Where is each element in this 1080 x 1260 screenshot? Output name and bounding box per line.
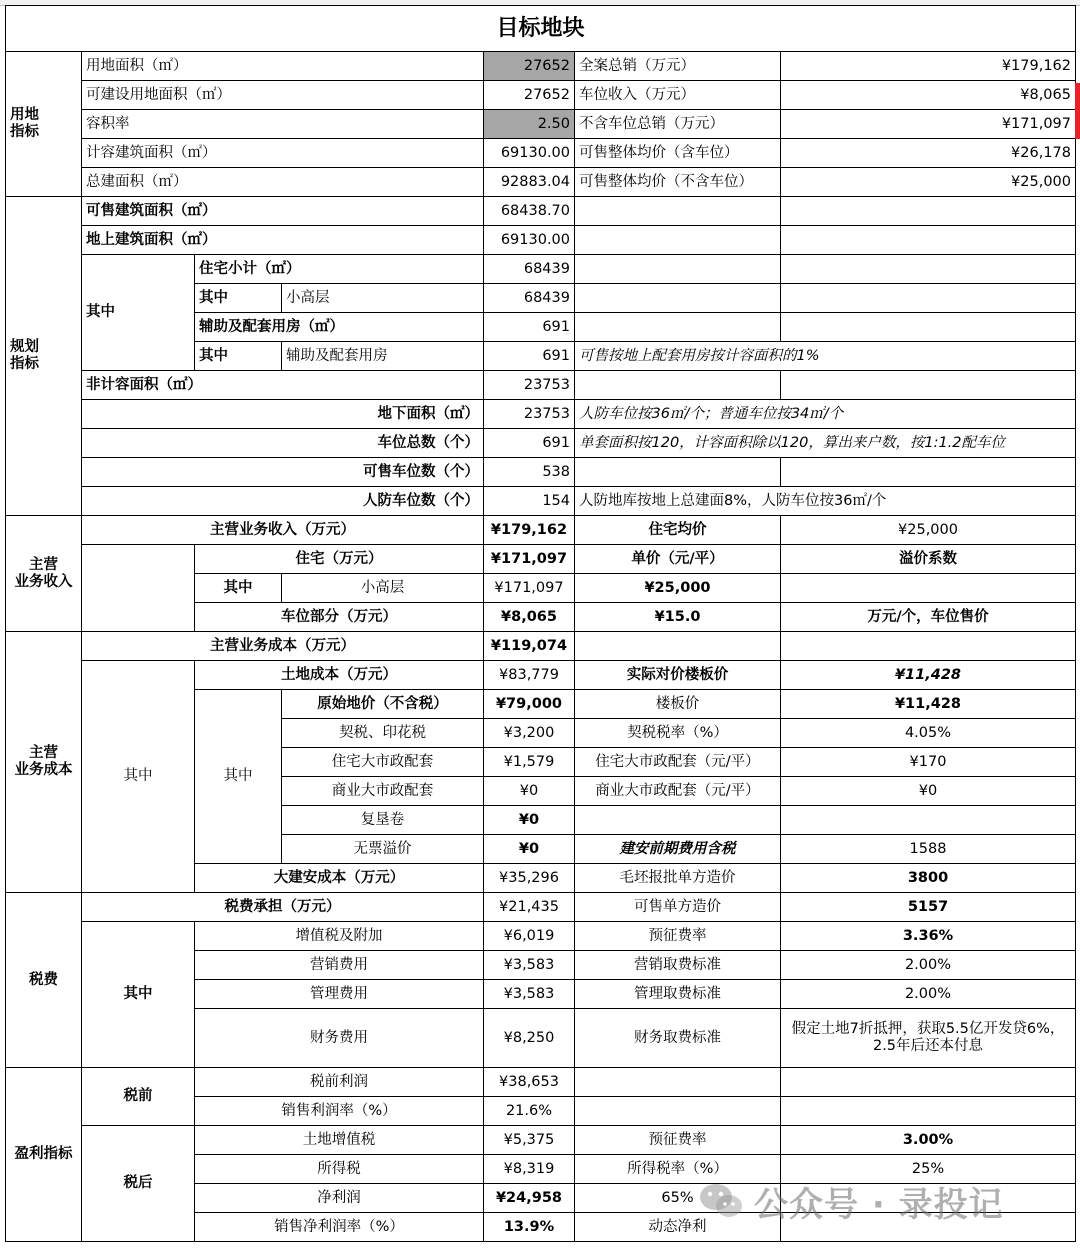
land-value[interactable]: 92883.04	[484, 168, 575, 197]
sub-label: 小高层	[282, 574, 484, 603]
sub-value[interactable]: ¥171,097	[484, 574, 575, 603]
residential-subtotal-value[interactable]: 68439	[484, 255, 575, 284]
tax-main-label: 税费承担（万元）	[82, 893, 484, 922]
wechat-icon	[698, 1181, 744, 1221]
premium-label: 无票溢价	[282, 835, 484, 864]
land-label2: 车位收入（万元）	[575, 81, 781, 110]
build-cost-value[interactable]: ¥35,296	[484, 864, 575, 893]
section-profit: 盈利指标	[6, 1068, 82, 1242]
tax-value2[interactable]: 2.00%	[781, 951, 1076, 980]
parking-sale-value[interactable]: 538	[484, 458, 575, 487]
tax-label2: 预征费率	[575, 922, 781, 951]
avg-price-value[interactable]: ¥25,000	[781, 516, 1076, 545]
parking-income-value[interactable]: ¥8,065	[484, 603, 575, 632]
empty-cell[interactable]	[781, 313, 1076, 342]
section-tax: 税费	[6, 893, 82, 1068]
noncount-area-value[interactable]: 23753	[484, 371, 575, 400]
net-rate-label: 销售净利润率（%）	[195, 1213, 484, 1242]
section-land: 用地 指标	[6, 52, 82, 197]
empty-cell[interactable]	[575, 255, 781, 284]
lat-value2[interactable]: 3.00%	[781, 1126, 1076, 1155]
tax-label2: 管理取费标准	[575, 980, 781, 1009]
cost-main-value[interactable]: ¥119,074	[484, 632, 575, 661]
parking-unit-price[interactable]: ¥15.0	[575, 603, 781, 632]
tax-value2[interactable]: 3.36%	[781, 922, 1076, 951]
pretax-profit-label: 税前利润	[195, 1068, 484, 1097]
land-label2: 可售整体均价（含车位）	[575, 139, 781, 168]
parking-sale-label: 可售车位数（个）	[82, 458, 484, 487]
rough-cost-label: 毛坯报批单方造价	[575, 864, 781, 893]
income-main-value[interactable]: ¥179,162	[484, 516, 575, 545]
prefee-label: 建安前期费用含税	[575, 835, 781, 864]
cit-label: 所得税	[195, 1155, 484, 1184]
empty-cell[interactable]	[575, 197, 781, 226]
premium-value[interactable]: ¥0	[484, 835, 575, 864]
land-value2[interactable]: ¥8,065	[781, 81, 1076, 110]
noncount-area-label: 非计容面积（㎡）	[82, 371, 484, 400]
tax-label2: 营销取费标准	[575, 951, 781, 980]
orig-land-label: 原始地价（不含税）	[282, 690, 484, 719]
section-plan: 规划 指标	[6, 197, 82, 516]
aux-value[interactable]: 691	[484, 313, 575, 342]
parking-income-label: 车位部分（万元）	[195, 603, 484, 632]
reclamation-label: 复垦卷	[282, 806, 484, 835]
empty-cell[interactable]	[575, 284, 781, 313]
land-label: 容积率	[82, 110, 484, 139]
tax-value[interactable]: ¥3,583	[484, 980, 575, 1009]
empty-cell[interactable]	[781, 284, 1076, 313]
com-municipal-value[interactable]: ¥0	[484, 777, 575, 806]
note: 可售按地上配套用房按计容面积的1%	[575, 342, 1076, 371]
watermark	[698, 1176, 1004, 1226]
section-income: 主营 业务收入	[6, 516, 82, 632]
pretax-profit-value[interactable]: ¥38,653	[484, 1068, 575, 1097]
net-rate-value[interactable]: 13.9%	[484, 1213, 575, 1242]
spreadsheet-table	[5, 5, 1076, 1242]
empty-cell[interactable]	[781, 255, 1076, 284]
deed-tax-value[interactable]: ¥3,200	[484, 719, 575, 748]
land-label: 用地面积（㎡）	[82, 52, 484, 81]
dynamic-profit-label: 动态净利	[575, 1213, 781, 1242]
deed-tax-label: 契税、印花税	[282, 719, 484, 748]
sub-value[interactable]: 68439	[484, 284, 575, 313]
empty-cell[interactable]	[575, 1097, 781, 1126]
com-municipal-unit-label: 商业大市政配套（元/平）	[575, 777, 781, 806]
net-profit-value[interactable]: ¥24,958	[484, 1184, 575, 1213]
finance-label: 财务费用	[195, 1009, 484, 1068]
net-profit-value2[interactable]: 65%	[575, 1184, 781, 1213]
qizhong-label: 其中	[82, 255, 195, 371]
rough-cost-value[interactable]: 3800	[781, 864, 1076, 893]
red-edge-marker	[1075, 83, 1080, 139]
qizhong-label: 其中	[195, 574, 282, 603]
land-label2: 可售整体均价（不含车位）	[575, 168, 781, 197]
land-value[interactable]: 69130.00	[484, 139, 575, 168]
floor-price-value[interactable]: ¥11,428	[781, 661, 1076, 690]
tax-value2[interactable]: 2.00%	[781, 980, 1076, 1009]
qizhong-label: 其中	[82, 661, 195, 893]
res-municipal-value[interactable]: ¥1,579	[484, 748, 575, 777]
land-label2: 不含车位总销（万元）	[575, 110, 781, 139]
section-cost: 主营 业务成本	[6, 632, 82, 893]
empty-cell[interactable]	[82, 545, 195, 632]
pretax-label: 税前	[82, 1068, 195, 1126]
land-value[interactable]: 27652	[484, 52, 575, 81]
land-label: 计容建筑面积（㎡）	[82, 139, 484, 168]
finance-label2: 财务取费标准	[575, 1009, 781, 1068]
avg-price-label: 住宅均价	[575, 516, 781, 545]
parking-total-value[interactable]: 691	[484, 429, 575, 458]
land-value2[interactable]: ¥171,097	[781, 110, 1076, 139]
posttax-label: 税后	[82, 1126, 195, 1242]
finance-note: 假定土地7折抵押，获取5.5亿开发贷6%，2.5年后还本付息	[781, 1009, 1076, 1068]
aux-label: 辅助及配套用房（㎡）	[195, 313, 484, 342]
net-profit-label: 净利润	[195, 1184, 484, 1213]
underground-area-label: 地下面积（㎡）	[82, 400, 484, 429]
land-value2[interactable]: ¥26,178	[781, 139, 1076, 168]
land-label: 可建设用地面积（㎡）	[82, 81, 484, 110]
tax-label: 增值税及附加	[195, 922, 484, 951]
empty-cell[interactable]	[781, 371, 1076, 400]
lat-label: 土地增值税	[195, 1126, 484, 1155]
residential-income-value[interactable]: ¥171,097	[484, 545, 575, 574]
build-cost-label: 大建安成本（万元）	[195, 864, 484, 893]
res-municipal-unit-label: 住宅大市政配套（元/平）	[575, 748, 781, 777]
sub-unit-price[interactable]: ¥25,000	[575, 574, 781, 603]
reclamation-value[interactable]: ¥0	[484, 806, 575, 835]
above-area-label: 地上建筑面积（㎡）	[82, 226, 484, 255]
land-label2: 全案总销（万元）	[575, 52, 781, 81]
tax-value[interactable]: ¥6,019	[484, 922, 575, 951]
empty-cell[interactable]	[781, 632, 1076, 661]
unit-cost-value[interactable]: 5157	[781, 893, 1076, 922]
empty-cell[interactable]	[781, 574, 1076, 603]
deed-rate-value[interactable]: 4.05%	[781, 719, 1076, 748]
sub-label: 小高层	[282, 284, 484, 313]
cit-label2: 所得税率（%）	[575, 1155, 781, 1184]
residential-subtotal-label: 住宅小计（㎡）	[195, 255, 484, 284]
civil-defense-label: 人防车位数（个）	[82, 487, 484, 516]
cit-value[interactable]: ¥8,319	[484, 1155, 575, 1184]
tax-value[interactable]: ¥3,583	[484, 951, 575, 980]
floorp-label: 楼板价	[575, 690, 781, 719]
unit-price-label: 单价（元/平）	[575, 545, 781, 574]
land-label: 总建面积（㎡）	[82, 168, 484, 197]
page-title: 目标地块	[6, 6, 1076, 52]
qizhong-label: 其中	[82, 922, 195, 1068]
land-value[interactable]: 27652	[484, 81, 575, 110]
empty-cell[interactable]	[575, 1068, 781, 1097]
above-area-value[interactable]: 69130.00	[484, 226, 575, 255]
saleable-area-label: 可售建筑面积（㎡）	[82, 197, 484, 226]
premium-coef-label: 溢价系数	[781, 545, 1076, 574]
empty-cell[interactable]	[575, 371, 781, 400]
pretax-rate-value[interactable]: 21.6%	[484, 1097, 575, 1126]
empty-cell[interactable]	[575, 632, 781, 661]
income-main-label: 主营业务收入（万元）	[82, 516, 484, 545]
tax-label: 营销费用	[195, 951, 484, 980]
lat-value[interactable]: ¥5,375	[484, 1126, 575, 1155]
empty-cell[interactable]	[575, 226, 781, 255]
cit-value2[interactable]: 25%	[781, 1155, 1076, 1184]
land-cost-value[interactable]: ¥83,779	[484, 661, 575, 690]
deed-rate-label: 契税税率（%）	[575, 719, 781, 748]
unit-cost-label: 可售单方造价	[575, 893, 781, 922]
saleable-area-value[interactable]: 68438.70	[484, 197, 575, 226]
note: 人防车位按36㎡/个；普通车位按34㎡/个	[575, 400, 1076, 429]
orig-land-value[interactable]: ¥79,000	[484, 690, 575, 719]
empty-cell[interactable]	[781, 197, 1076, 226]
land-value2[interactable]: ¥25,000	[781, 168, 1076, 197]
res-municipal-label: 住宅大市政配套	[282, 748, 484, 777]
empty-cell[interactable]	[575, 313, 781, 342]
floorp-value[interactable]: ¥11,428	[781, 690, 1076, 719]
empty-cell[interactable]	[575, 458, 781, 487]
finance-value[interactable]: ¥8,250	[484, 1009, 575, 1068]
watermark-text: 公众号 · 录投记	[754, 1184, 1004, 1225]
note: 万元/个，车位售价	[781, 603, 1076, 632]
res-municipal-unit-value[interactable]: ¥170	[781, 748, 1076, 777]
residential-income-label: 住宅（万元）	[195, 545, 484, 574]
empty-cell[interactable]	[781, 1097, 1076, 1126]
sub-value[interactable]: 691	[484, 342, 575, 371]
civil-defense-value[interactable]: 154	[484, 487, 575, 516]
qizhong-label: 其中	[195, 342, 282, 371]
empty-cell[interactable]	[781, 226, 1076, 255]
com-municipal-label: 商业大市政配套	[282, 777, 484, 806]
prefee-value[interactable]: 1588	[781, 835, 1076, 864]
tax-main-value[interactable]: ¥21,435	[484, 893, 575, 922]
land-value[interactable]: 2.50	[484, 110, 575, 139]
empty-cell[interactable]	[781, 1068, 1076, 1097]
com-municipal-unit-value[interactable]: ¥0	[781, 777, 1076, 806]
lat-label2: 预征费率	[575, 1126, 781, 1155]
cost-main-label: 主营业务成本（万元）	[82, 632, 484, 661]
note: 单套面积按120，计容面积除以120，算出来户数，按1:1.2配车位	[575, 429, 1076, 458]
qizhong-label: 其中	[195, 284, 282, 313]
land-cost-label: 土地成本（万元）	[195, 661, 484, 690]
floor-price-label: 实际对价楼板价	[575, 661, 781, 690]
empty-cell[interactable]	[575, 806, 781, 835]
empty-cell[interactable]	[781, 806, 1076, 835]
note: 人防地库按地上总建面8%，人防车位按36㎡/个	[575, 487, 1076, 516]
sub-label: 辅助及配套用房	[282, 342, 484, 371]
underground-area-value[interactable]: 23753	[484, 400, 575, 429]
land-value2[interactable]: ¥179,162	[781, 52, 1076, 81]
pretax-rate-label: 销售利润率（%）	[195, 1097, 484, 1126]
tax-label: 管理费用	[195, 980, 484, 1009]
empty-cell[interactable]	[781, 458, 1076, 487]
parking-total-label: 车位总数（个）	[82, 429, 484, 458]
qizhong-label: 其中	[195, 690, 282, 864]
